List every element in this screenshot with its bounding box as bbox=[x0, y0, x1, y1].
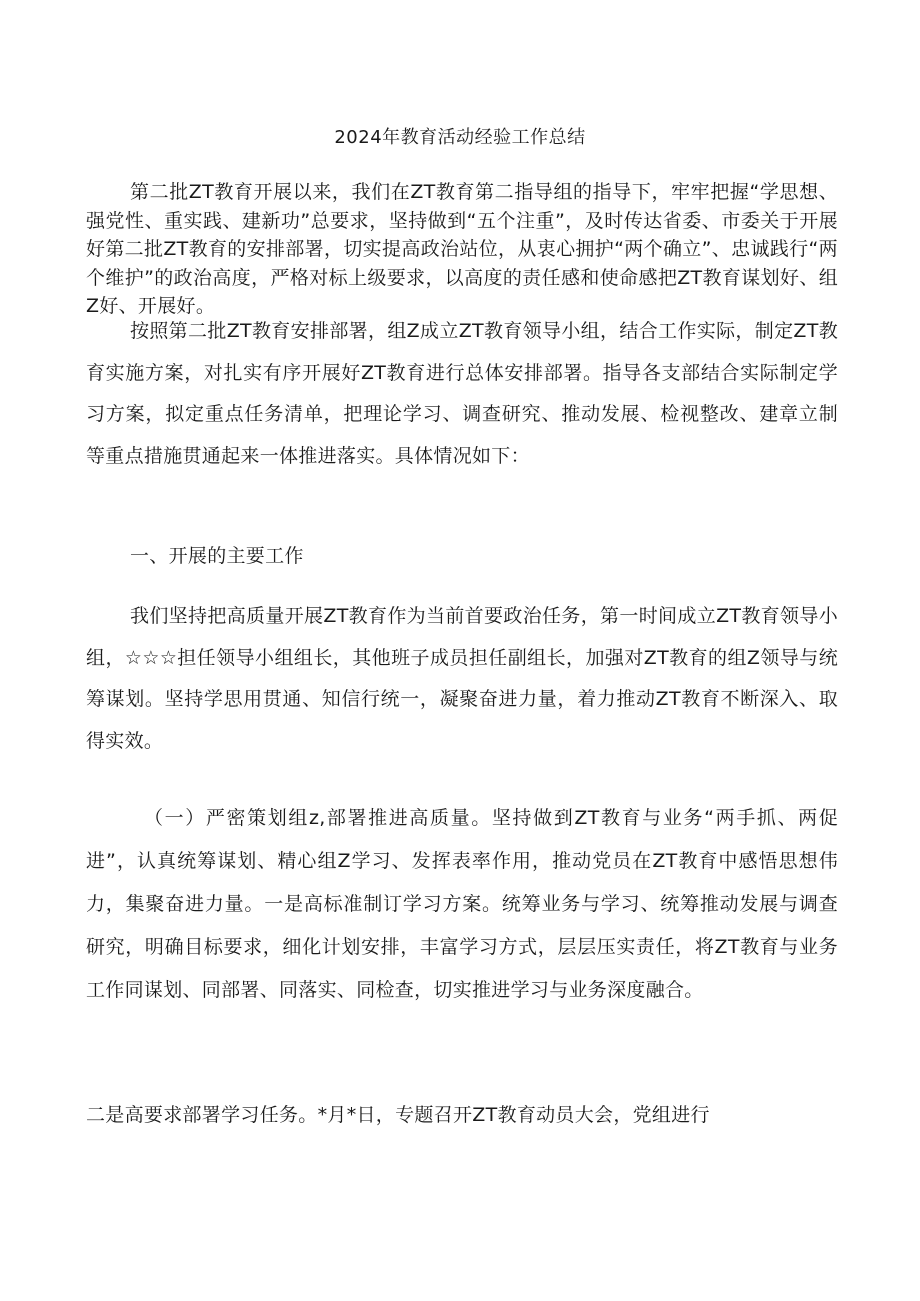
paragraph-intro: 第二批ZT教育开展以来，我们在ZT教育第二指导组的指导下，牢牢把握“学思想、强党性、重实践、建新功”总要求，坚持做到“五个注重”，及时传达省委、市委关于开展好第二批ZT教育的安排部署，切实提高政治站位，从衷心拥护“两个确立”、忠诚践行“两个维护”的政治高度，严格对标上级要求，以高度的责任感和使命感把ZT教育谋划好、组Z好、开展好。 bbox=[86, 181, 838, 317]
paragraph-tasks: 二是高要求部署学习任务。*月*日，专题召开ZT教育动员大会，党组进行 bbox=[86, 1104, 710, 1126]
paragraph-arrangement: 按照第二批ZT教育安排部署，组Z成立ZT教育领导小组，结合工作实际，制定ZT教育实施方案，对扎实有序开展好ZT教育进行总体安排部署。指导各支部结合实际制定学习方案，拟定重点任务清单，把理论学习、调查研究、推动发展、检视整改、建章立制等重点措施贯通起来一体推进落实。具体情况如下： bbox=[86, 320, 838, 467]
paragraph-planning: （一）严密策划组z,部署推进高质量。坚持做到ZT教育与业务“两手抓、两促进”，认真统筹谋划、精心组Z学习、发挥表率作用，推动党员在ZT教育中感悟思想伟力，集聚奋进力量。一是高标准制订学习方案。统筹业务与学习、统筹推动发展与调查研究，明确目标要求，细化计划安排，丰富学习方式，层层压实责任，将ZT教育与业务工作同谋划、同部署、同落实、同检查，切实推进学习与业务深度融合。 bbox=[86, 807, 838, 1001]
paragraph-leadership: 我们坚持把高质量开展ZT教育作为当前首要政治任务，第一时间成立ZT教育领导小组，☆☆☆担任领导小组组长，其他班子成员担任副组长，加强对ZT教育的组Z领导与统筹谋划。坚持学思用贯通、知信行统一，凝聚奋进力量，着力推动ZT教育不断深入、取得实效。 bbox=[86, 605, 838, 752]
section-heading-main-work: 一、开展的主要工作 bbox=[130, 545, 304, 567]
document-title: 2024年教育活动经验工作总结 bbox=[334, 127, 586, 148]
